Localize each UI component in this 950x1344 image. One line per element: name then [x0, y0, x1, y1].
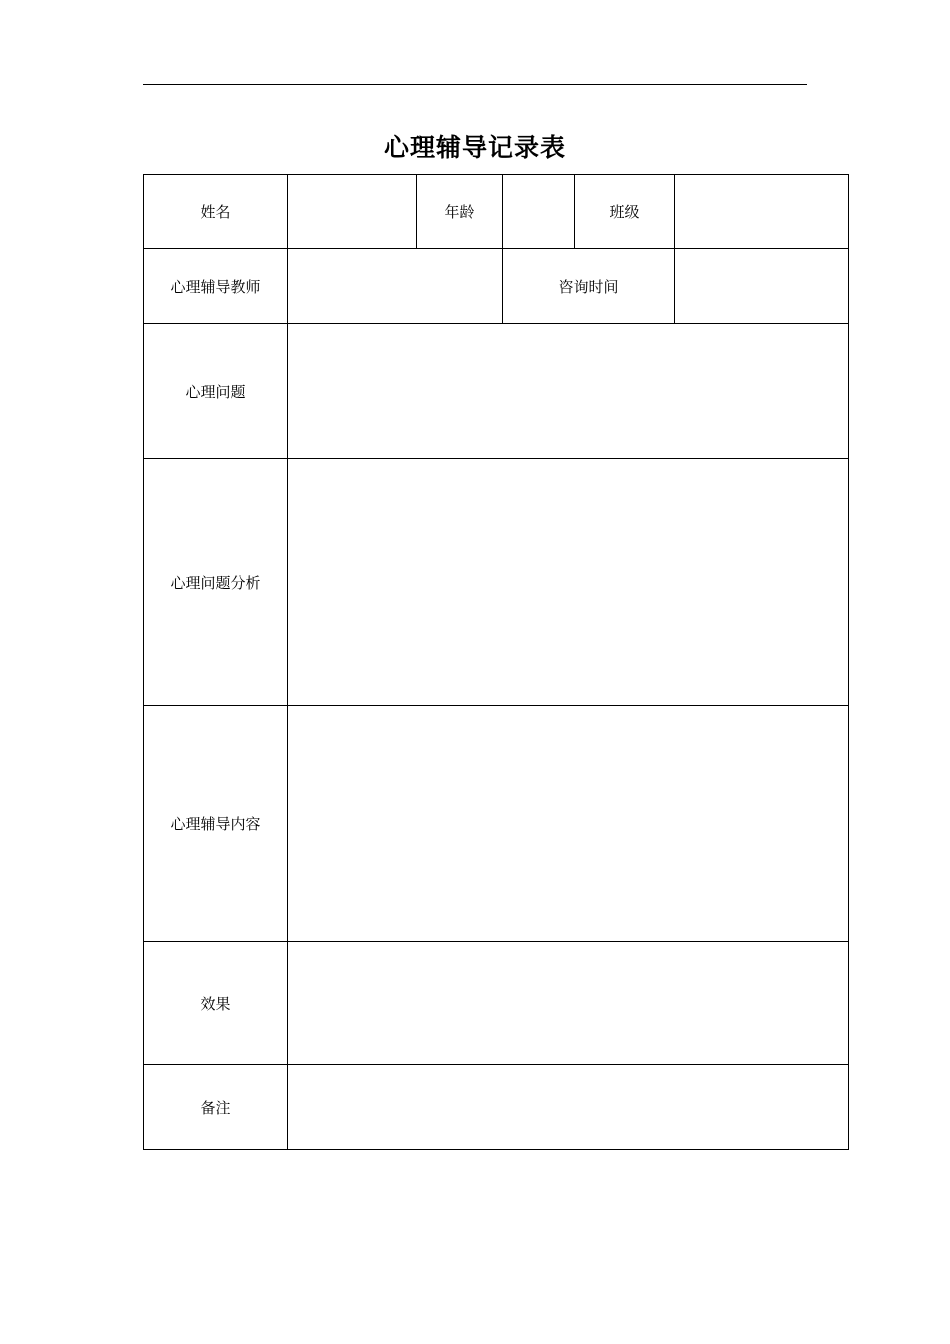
counselor-label: 心理辅导教师: [144, 249, 288, 324]
problem-label: 心理问题: [144, 324, 288, 459]
record-table: [143, 174, 849, 1150]
row-counselor: [144, 249, 849, 324]
row-problem: [144, 324, 849, 459]
consult-time-field[interactable]: [675, 249, 849, 324]
problem-field[interactable]: [288, 324, 849, 459]
counselor-field[interactable]: [288, 249, 503, 324]
row-basic-info: [144, 175, 849, 249]
remarks-label: 备注: [144, 1065, 288, 1150]
remarks-field[interactable]: [288, 1065, 849, 1150]
class-label: 班级: [575, 175, 675, 249]
content-field[interactable]: [288, 706, 849, 942]
page-title: 心理辅导记录表: [383, 133, 566, 162]
content-label: 心理辅导内容: [144, 706, 288, 942]
class-field[interactable]: [675, 175, 849, 249]
analysis-label: 心理问题分析: [144, 459, 288, 706]
effect-field[interactable]: [288, 942, 849, 1065]
row-remarks: [144, 1065, 849, 1150]
age-label: 年龄: [417, 175, 503, 249]
row-analysis: [144, 459, 849, 706]
row-content: [144, 706, 849, 942]
name-label: 姓名: [144, 175, 288, 249]
name-field[interactable]: [288, 175, 417, 249]
analysis-field[interactable]: [288, 459, 849, 706]
age-field[interactable]: [503, 175, 575, 249]
effect-label: 效果: [144, 942, 288, 1065]
row-effect: [144, 942, 849, 1065]
header-rule: [143, 84, 807, 85]
consult-time-label: 咨询时间: [503, 249, 675, 324]
